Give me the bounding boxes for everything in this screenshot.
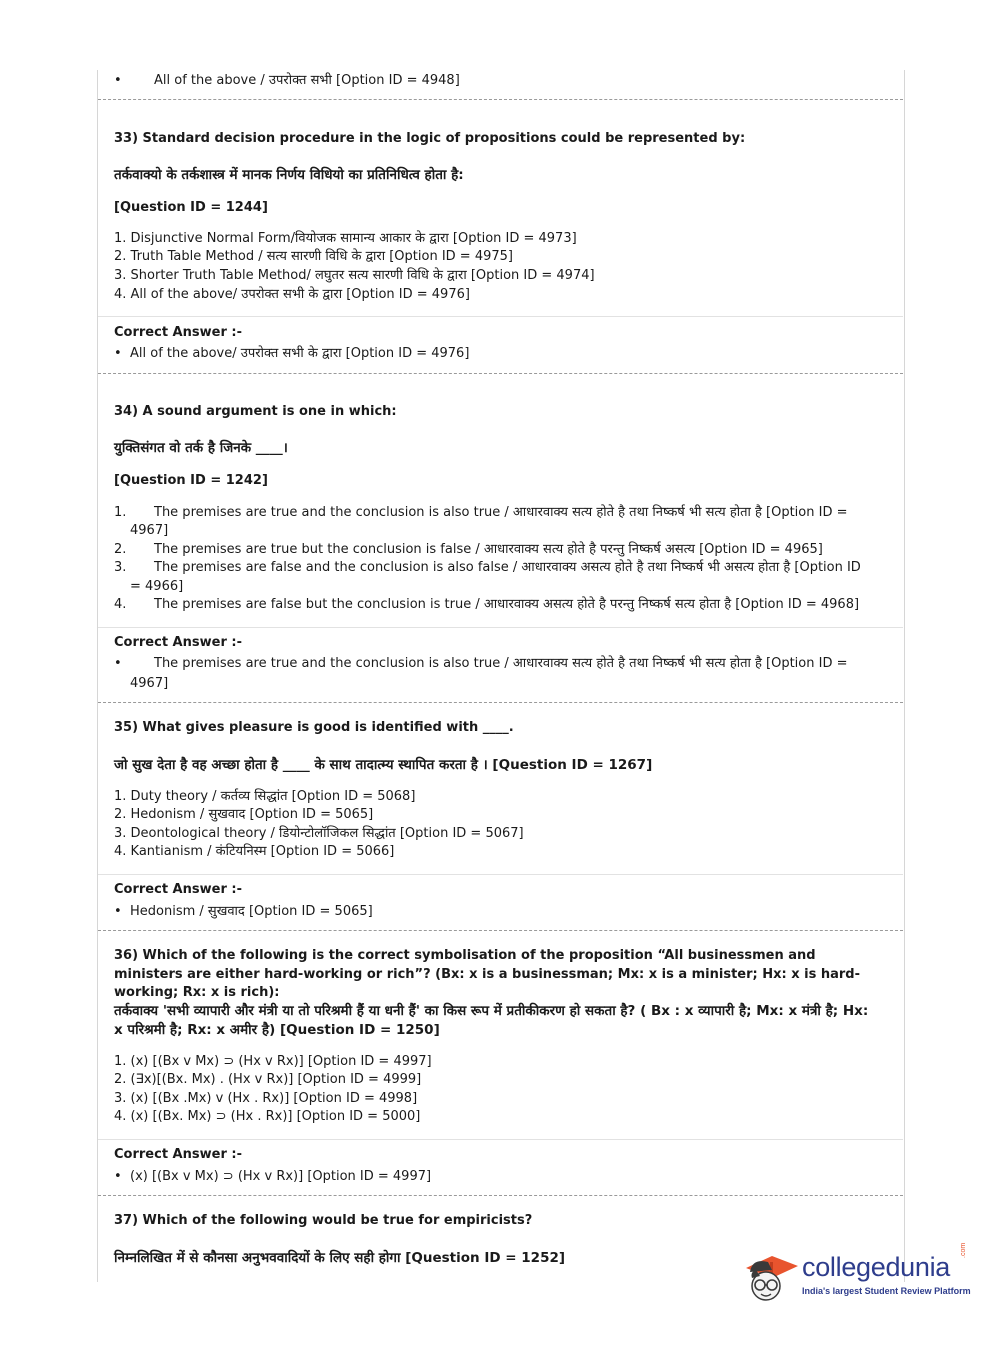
- divider: [98, 99, 903, 100]
- bullet: •: [114, 904, 122, 919]
- answer-divider: [98, 316, 903, 317]
- option-cont: = 4966]: [130, 579, 184, 594]
- q36-correct-answer: [114, 1168, 979, 1187]
- q34-option-4: [114, 596, 979, 615]
- q33-correct-label: Correct Answer :-: [114, 325, 242, 340]
- q33-option-3: 3. Shorter Truth Table Method/ लघुतर सत्य सारणी विधि के द्वारा [Option ID = 4974]: [114, 268, 595, 283]
- q34-option-3: [114, 559, 979, 578]
- option-text: The premises are true but the conclusion is false / आधारवाक्य सत्य होते है परन्तु निष्कर्ष असत्य [Option ID = 4965]: [154, 542, 823, 557]
- q33-option-1: 1. Disjunctive Normal Form/वियोजक सामान्य आकार के द्वारा [Option ID = 4973]: [114, 231, 577, 246]
- divider: [98, 702, 903, 703]
- q36-correct-label: Correct Answer :-: [114, 1147, 242, 1162]
- q37-question-hi: निम्नलिखित में से कौनसा अनुभववादियों के लिए सही होगा [Question ID = 1252]: [114, 1250, 566, 1266]
- q36-option-1: 1. (x) [(Bx v Mx) ⊃ (Hx v Rx)] [Option ID = 4997]: [114, 1054, 432, 1069]
- option-number: 2.: [114, 542, 127, 557]
- q34-option-1-cont: [114, 522, 979, 541]
- q34-correct-answer-cont: [114, 675, 979, 694]
- answer-divider: [98, 627, 903, 628]
- q36-question-hi: तर्कवाक्य 'सभी व्यापारी और मंत्री या तो परिश्रमी हैं या धनी हैं' का किस रूप में प्रतीकीकरण हो सकता है? ( Bx : x व्यापारी है; Mx: x मंत्री है; Hx: x परिश्रमी है; Rx: x अमीर है) [Question ID = 1250]: [114, 1003, 869, 1038]
- option-text: The premises are false and the conclusion is also false / आधारवाक्य असत्य होते है तथा निष्कर्ष भी असत्य होता है [Option ID: [154, 560, 861, 575]
- q37-question-en: 37) Which of the following would be true for empiricists?: [114, 1213, 533, 1228]
- collegedunia-logo: [742, 1242, 972, 1310]
- q34-correct-answer: [114, 655, 979, 674]
- q35-question-hi: जो सुख देता है वह अच्छा होता है ____ के साथ तादात्म्य स्थापित करता है । [Question ID = 1267]: [114, 757, 653, 773]
- prev-option-bullet: [114, 72, 979, 91]
- option-cont: 4967]: [130, 523, 169, 538]
- q36-question-en: 36) Which of the following is the correct symbolisation of the proposition “All businessmen and ministers are either hard-working or rich”? (Bx: x is a businessman; Mx: x is a minister; Hx: x is hard-working; Rx: x is rich):: [114, 948, 861, 1000]
- q33-option-4: 4. All of the above/ उपरोक्त सभी के द्वारा [Option ID = 4976]: [114, 287, 470, 302]
- bullet: •: [114, 346, 122, 361]
- q35-option-4: 4. Kantianism / कंटियनिस्म [Option ID = 5066]: [114, 844, 395, 859]
- q36-option-4: 4. (x) [(Bx. Mx) ⊃ (Hx . Rx)] [Option ID = 5000]: [114, 1109, 421, 1124]
- q34-question-id: [Question ID = 1242]: [114, 473, 268, 488]
- q35-question-en: 35) What gives pleasure is good is identified with ____.: [114, 720, 514, 735]
- logo-wordmark: collegedunia: [802, 1252, 951, 1282]
- logo-domain-suffix: .com: [960, 1242, 967, 1258]
- bullet: •: [114, 1169, 122, 1184]
- student-mascot-icon: [742, 1248, 800, 1308]
- q35-option-3: 3. Deontological theory / डियोन्टोलॉजिकल सिद्धांत [Option ID = 5067]: [114, 826, 524, 841]
- q34-question-hi: युक्तिसंगत वो तर्क है जिनके ____।: [114, 440, 288, 456]
- q33-question-en: 33) Standard decision procedure in the logic of propositions could be represented by:: [114, 131, 746, 146]
- divider: [98, 373, 903, 374]
- option-number: 3.: [114, 560, 127, 575]
- q35-correct-label: Correct Answer :-: [114, 882, 242, 897]
- answer-divider: [98, 874, 903, 875]
- q33-question-hi: तर्कवाक्यो के तर्कशास्त्र में मानक निर्णय विधियो का प्रतिनिधित्व होता है:: [114, 167, 464, 183]
- prev-tail-option: All of the above / उपरोक्त सभी [Option ID = 4948]: [154, 73, 460, 88]
- answer-divider: [98, 1139, 903, 1140]
- divider: [98, 1195, 903, 1196]
- q33-correct-answer: [114, 345, 979, 364]
- option-text: The premises are false but the conclusion is true / आधारवाक्य असत्य होते है परन्तु निष्कर्ष सत्य होता है [Option ID = 4968]: [154, 597, 860, 612]
- q34-correct-cont: 4967]: [130, 676, 169, 691]
- q34-question-en: 34) A sound argument is one in which:: [114, 404, 397, 419]
- q33-question-id: [Question ID = 1244]: [114, 200, 268, 215]
- option-text: The premises are true and the conclusion is also true / आधारवाक्य सत्य होते है तथा निष्कर्ष भी सत्य होता है [Option ID =: [154, 505, 848, 520]
- q35-option-2: 2. Hedonism / सुखवाद [Option ID = 5065]: [114, 807, 374, 822]
- q34-correct-text: The premises are true and the conclusion is also true / आधारवाक्य सत्य होते है तथा निष्कर्ष भी सत्य होता है [Option ID =: [154, 656, 848, 671]
- divider: [98, 930, 903, 931]
- logo-tagline: India's largest Student Review Platform: [802, 1286, 971, 1296]
- q35-correct-answer: [114, 903, 979, 922]
- q36-option-3: 3. (x) [(Bx .Mx) v (Hx . Rx)] [Option ID = 4998]: [114, 1091, 418, 1106]
- option-number: 4.: [114, 597, 127, 612]
- q36-option-2: 2. (∃x)[(Bx. Mx) . (Hx v Rx)] [Option ID = 4999]: [114, 1072, 422, 1087]
- q34-option-3-cont: [114, 578, 979, 597]
- q34-option-2: [114, 541, 979, 560]
- q33-option-2: 2. Truth Table Method / सत्य सारणी विधि के द्वारा [Option ID = 4975]: [114, 249, 513, 264]
- q34-correct-label: Correct Answer :-: [114, 635, 242, 650]
- q34-option-1: [114, 504, 979, 523]
- option-number: 1.: [114, 505, 127, 520]
- bullet: •: [114, 73, 122, 88]
- bullet: •: [114, 656, 122, 671]
- q35-correct-text: Hedonism / सुखवाद [Option ID = 5065]: [130, 904, 373, 919]
- q33-correct-text: All of the above/ उपरोक्त सभी के द्वारा [Option ID = 4976]: [130, 346, 470, 361]
- q35-option-1: 1. Duty theory / कर्तव्य सिद्धांत [Option ID = 5068]: [114, 789, 416, 804]
- q36-correct-text: (x) [(Bx v Mx) ⊃ (Hx v Rx)] [Option ID = 4997]: [130, 1169, 432, 1184]
